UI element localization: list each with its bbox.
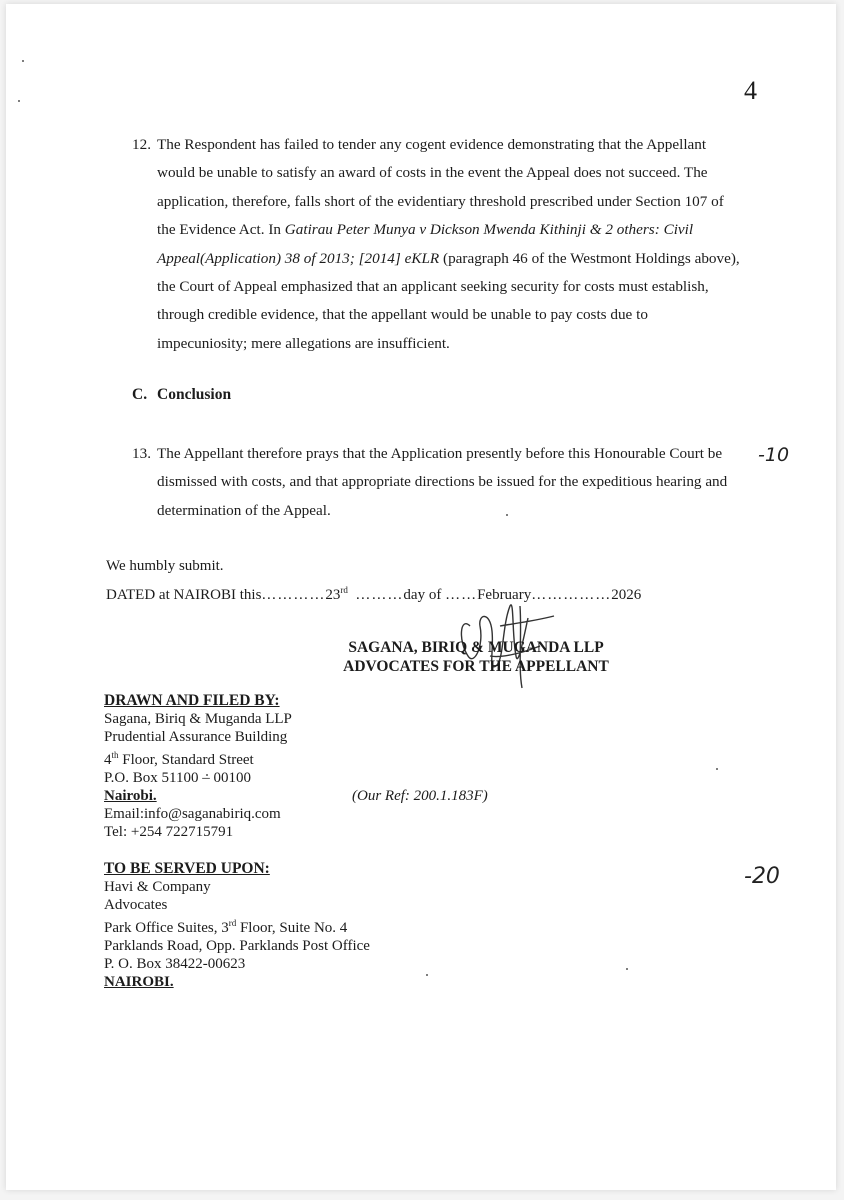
address-line: Advocates bbox=[104, 897, 168, 913]
firm-block bbox=[266, 638, 686, 676]
scan-speck bbox=[426, 974, 428, 976]
day-of: day of bbox=[403, 587, 442, 603]
our-reference: (Our Ref: 200.1.183F) bbox=[352, 788, 488, 804]
para-12-line: impecuniosity; mere allegations are insufficient. bbox=[157, 334, 450, 352]
dots: …… bbox=[445, 587, 478, 603]
served-upon-heading: TO BE SERVED UPON: bbox=[104, 860, 270, 877]
scan-speck bbox=[22, 60, 24, 62]
handwritten-margin-mark: -20 bbox=[744, 864, 780, 889]
case-citation: Gatirau Peter Munya v Dickson Mwenda Kithinji & 2 others: Civil bbox=[284, 221, 694, 239]
section-c-title: Conclusion bbox=[157, 386, 232, 403]
tel-line: Tel: +254 722715791 bbox=[104, 824, 234, 840]
para-13-line: determination of the Appeal. bbox=[157, 501, 331, 519]
para-12-text: (paragraph 46 of the Westmont Holdings above), bbox=[439, 249, 740, 267]
firm-name: SAGANA, BIRIQ & MUGANDA LLP bbox=[348, 639, 604, 656]
dated-line bbox=[106, 585, 641, 604]
dated-prefix: DATED at NAIROBI this bbox=[106, 587, 262, 603]
suite-text: Park Office Suites, 3 bbox=[104, 920, 229, 936]
para-12-line bbox=[157, 216, 773, 244]
floor-suffix: th bbox=[111, 750, 119, 760]
dated-month: February bbox=[477, 587, 532, 603]
submission-line: We humbly submit. bbox=[106, 558, 224, 574]
address-line: Prudential Assurance Building bbox=[104, 729, 288, 745]
floor-number: 4 bbox=[104, 752, 112, 768]
para-12-line: the Court of Appeal emphasized that an applicant seeking security for costs must establish, bbox=[157, 278, 709, 296]
document-page bbox=[6, 4, 836, 1190]
address-line bbox=[104, 746, 292, 769]
scan-speck bbox=[18, 100, 20, 102]
address-line: P.O. Box 51100 – 00100 bbox=[104, 770, 251, 786]
para-12-line bbox=[157, 245, 773, 273]
para-13-number: 13. bbox=[132, 445, 151, 462]
para-12-number: 12. bbox=[132, 136, 151, 153]
para-12-line: application, therefore, falls short of the evidentiary threshold prescribed under Section 107 of bbox=[157, 192, 724, 210]
served-upon-block bbox=[104, 860, 370, 991]
para-13-line: dismissed with costs, and that appropriate directions be issued for the expeditious hearing and bbox=[157, 473, 728, 491]
dots: …………… bbox=[531, 587, 612, 603]
address-line bbox=[104, 914, 370, 937]
email-line: Email:info@saganabiriq.com bbox=[104, 806, 281, 822]
address-line: Havi & Company bbox=[104, 879, 211, 895]
para-12-line: would be unable to satisfy an award of costs in the event the Appeal does not succeed. The bbox=[157, 164, 708, 182]
dots: ……… bbox=[355, 587, 404, 603]
para-12-line: through credible evidence, that the appellant would be unable to pay costs due to bbox=[157, 306, 648, 324]
paragraph-13 bbox=[157, 440, 757, 525]
paragraph-12 bbox=[157, 131, 773, 358]
para-12-line: The Respondent has failed to tender any cogent evidence demonstrating that the Appellant bbox=[157, 136, 707, 153]
address-line: Parklands Road, Opp. Parklands Post Office bbox=[104, 938, 370, 954]
floor-suffix: rd bbox=[228, 918, 237, 928]
dated-day: 23 bbox=[325, 587, 341, 603]
address-city: NAIROBI. bbox=[104, 974, 174, 990]
address-line: Sagana, Biriq & Muganda LLP bbox=[104, 711, 292, 727]
day-suffix: rd bbox=[340, 585, 348, 595]
scan-speck bbox=[716, 768, 718, 770]
drawn-filed-heading: DRAWN AND FILED BY: bbox=[104, 692, 280, 709]
suite-text: Floor, Suite No. 4 bbox=[236, 920, 348, 936]
page-number: 4 bbox=[744, 76, 757, 105]
handwritten-margin-mark: -10 bbox=[758, 444, 790, 466]
section-c-letter: C. bbox=[132, 386, 148, 403]
scan-speck bbox=[626, 968, 628, 970]
address-city: Nairobi. bbox=[104, 788, 157, 804]
para-12-text: the Evidence Act. In bbox=[157, 221, 285, 239]
firm-role: ADVOCATES FOR THE APPELLANT bbox=[343, 658, 609, 675]
para-13-line: The Appellant therefore prays that the Application presently before this Honourable Court be bbox=[157, 445, 723, 462]
floor-text: Floor, Standard Street bbox=[118, 752, 254, 768]
dots: ………… bbox=[261, 587, 326, 603]
dated-year: 2026 bbox=[611, 587, 642, 603]
address-line: P. O. Box 38422-00623 bbox=[104, 956, 246, 972]
case-citation: Appeal(Application) 38 of 2013; [2014] eKLR bbox=[157, 249, 440, 267]
drawn-filed-block bbox=[104, 692, 292, 841]
